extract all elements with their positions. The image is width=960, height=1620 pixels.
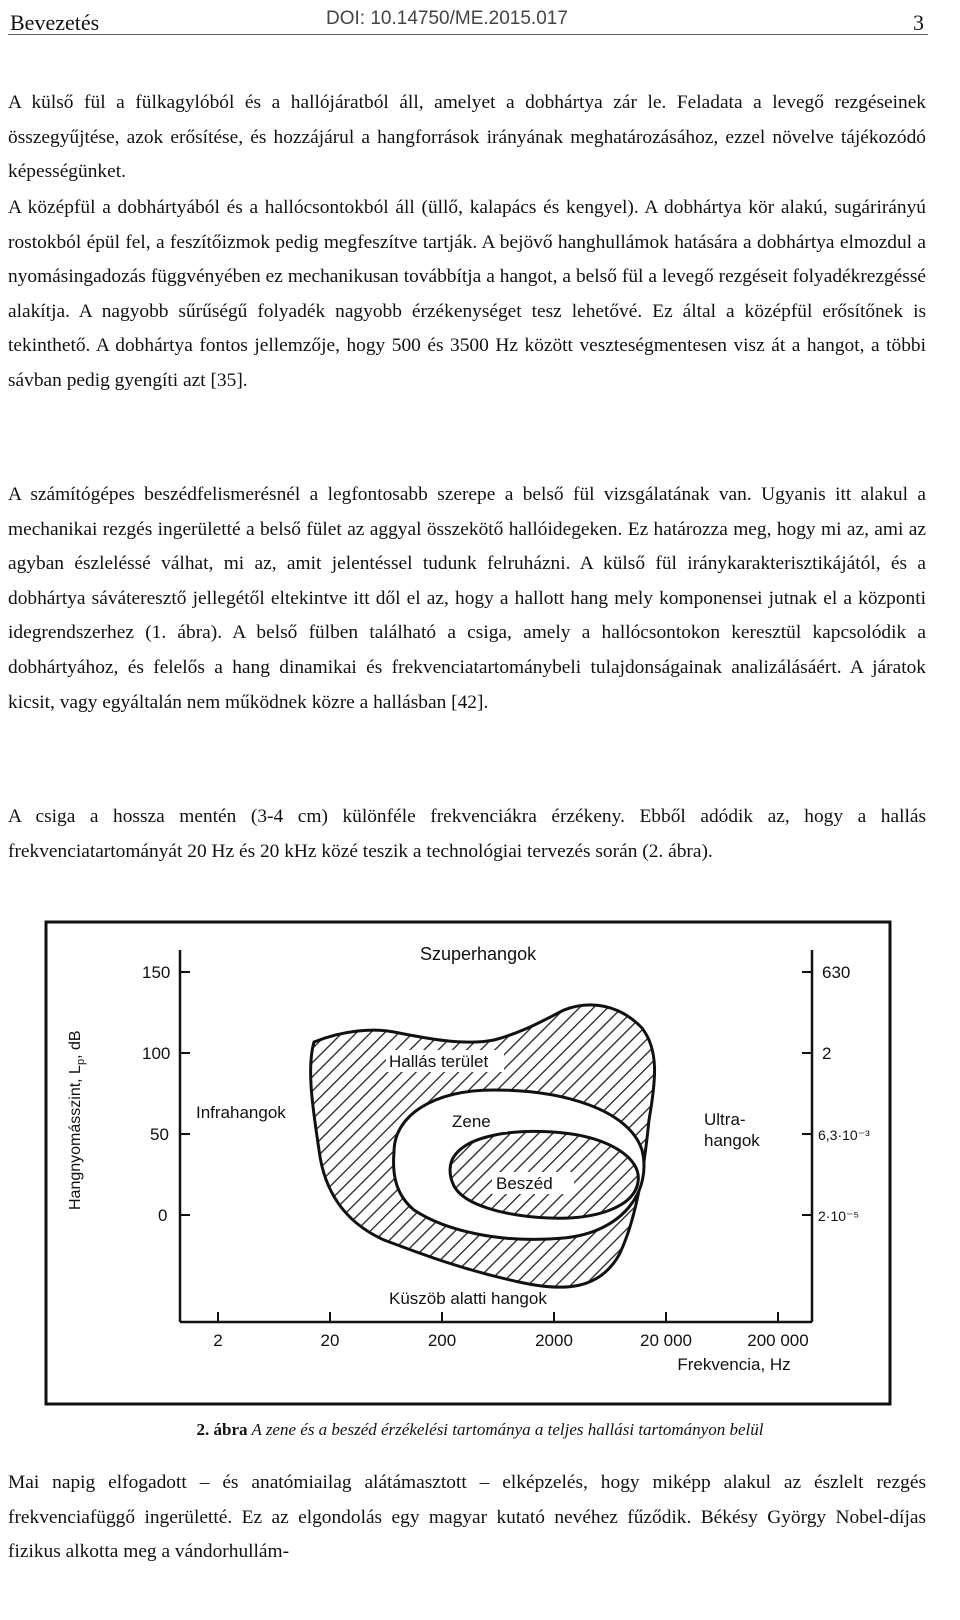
paragraph-bekesy: Mai napig elfogadott – és anatómiailag alátámasztott – elképzelés, hogy miképp alakul az észlelt rezgés frekvenciafüggő ingerületté. Ez az elgondolás egy magyar kutató nevéhez fűződik. Békésy György Nobel-díjas fizikus alkotta meg a vándorhullám- <box>8 1472 926 1563</box>
x-tick-2000: 2000 <box>535 1331 573 1350</box>
speech-region-label: Beszéd <box>496 1174 553 1193</box>
page-number: 3 <box>913 10 924 35</box>
x-tick-200: 200 <box>427 1331 457 1350</box>
y-right-tick-2e-5: 2·10⁻⁵ <box>818 1208 860 1224</box>
page-header <box>8 4 928 35</box>
y-right-tick-630: 630 <box>822 963 851 982</box>
caption-text: A zene és a beszéd érzékelési tartománya a teljes hallási tartományon belül <box>247 1420 764 1439</box>
y-tick-150: 150 <box>142 963 171 982</box>
x-axis-label: Frekvencia, Hz <box>677 1355 791 1374</box>
ultrasound-label-2: hangok <box>704 1131 760 1150</box>
caption-label: 2. ábra <box>196 1420 248 1439</box>
y-right-tick-6-3e-3: 6,3·10⁻³ <box>818 1127 870 1143</box>
section-title: Bevezetés <box>10 10 100 35</box>
y-tick-0: 0 <box>158 1206 168 1225</box>
y-axis-label: Hangnyomásszint, $L_p$, dB <box>67 1030 87 1210</box>
supersonic-label: Szuperhangok <box>420 944 537 964</box>
y-right-tick-2: 2 <box>822 1044 832 1063</box>
x-tick-20: 20 <box>320 1331 340 1350</box>
subthreshold-label: Küszöb alatti hangok <box>389 1289 547 1308</box>
x-tick-200000: 200 000 <box>747 1331 809 1350</box>
infrasound-label: Infrahangok <box>196 1103 286 1122</box>
paragraph-middle-ear: A középfül a dobhártyából és a hallócsontokból áll (üllő, kalapács és kengyel). A dobhártya kör alakú, sugárirányú rostokból épül fel, a feszítőizmok pedig megfeszítve tartják. A bejövő hanghullámok hatására a dobhártya elmozdul a nyomásingadozás függvényében ez mechanikusan továbbítja a hangot, a belső fül a levegő rezgéseit folyadékrezgéssé alakítja. A nagyobb sűrűségű folyadék nagyobb érzékenységet tesz lehetővé. Ez által a középfül erősítőnek is tekinthető. A dobhártya fontos jellemzője, hogy 500 és 3500 Hz között veszteségmentesen visz át a hangot, a többi sávban pedig gyengíti azt [35]. <box>8 197 926 391</box>
x-tick-2: 2 <box>213 1331 223 1350</box>
music-region-label: Zene <box>452 1112 491 1131</box>
hearing-region-label: Hallás terület <box>389 1052 489 1071</box>
paragraph-cochlea: A csiga a hossza mentén (3-4 cm) különféle frekvenciákra érzékeny. Ebből adódik az, hogy a hallás frekvenciatartományát 20 Hz és 20 kHz közé teszik a technológiai tervezés során (2. ábra). <box>8 806 926 862</box>
figure-caption <box>0 1420 960 1440</box>
paragraph-outer-ear: A külső fül a fülkagylóból és a hallójáratból áll, amelyet a dobhártya zár le. Feladata a levegő rezgéseinek összegyűjtése, azok erősítése, és hozzájárul a hangforrások irányának meghatározásához, ezzel növelve tájékozódó képességünket. <box>8 92 926 183</box>
doi-link[interactable]: DOI: 10.14750/ME.2015.017 <box>326 8 568 29</box>
y-tick-100: 100 <box>142 1044 171 1063</box>
hearing-range-figure <box>44 920 892 1406</box>
ultrasound-label-1: Ultra- <box>704 1110 746 1129</box>
paragraph-inner-ear: A számítógépes beszédfelismerésnél a legfontosabb szerepe a belső fül vizsgálatának van. Ugyanis itt alakul a mechanikai rezgés ingerületté a belső fület az aggyal összekötő hallóidegeken. Ez határozza meg, hogy mi az, ami az agyban észleléssé válhat, mi az, amit jelentéssel tudunk felruházni. A külső fül iránykarakterisztikájától, és a dobhártya sáváteresztő jellegétől eltekintve itt dől el az, hogy a hallott hang mely komponensei jutnak el a központi idegrendszerhez (1. ábra). A belső fülben található a csiga, amely a hallócsontokon keresztül kapcsolódik a dobhártyához, és felelős a hang dinamikai és frekvenciatartománybeli tulajdonságainak analizálásáért. A járatok kicsit, vagy egyáltalán nem működnek közre a hallásban [42]. <box>8 484 926 713</box>
x-tick-20000: 20 000 <box>640 1331 692 1350</box>
y-tick-50: 50 <box>150 1125 169 1144</box>
hearing-range-diagram <box>44 920 892 1406</box>
